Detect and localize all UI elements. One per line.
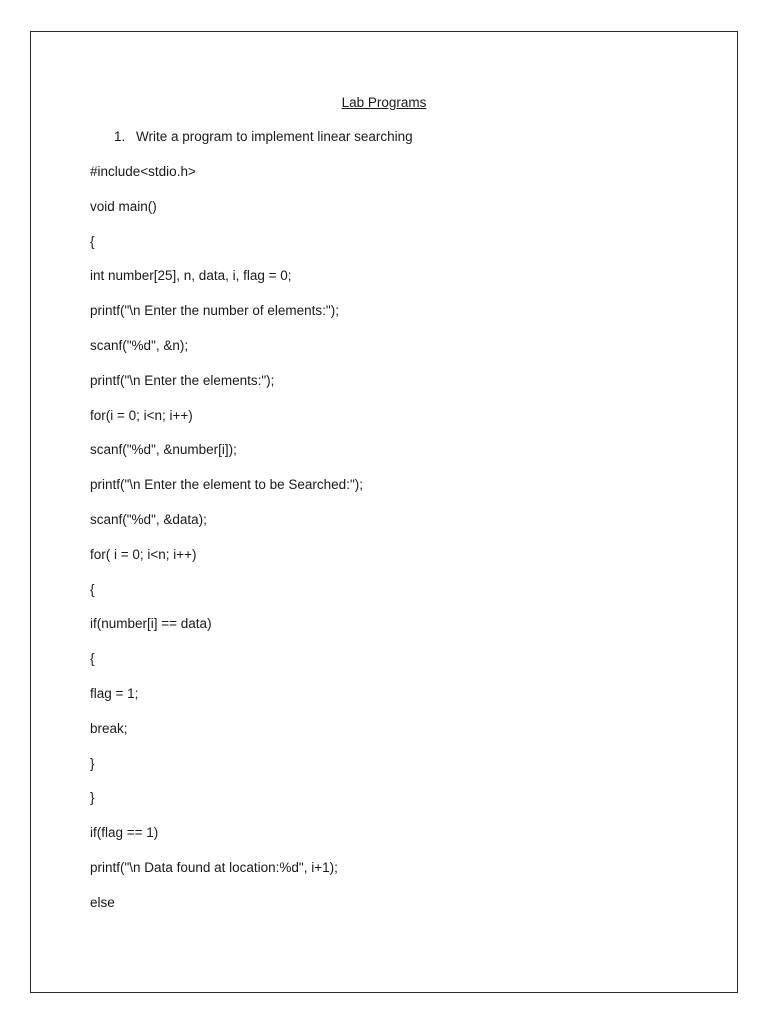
question-number: 1. (114, 129, 126, 144)
code-line: { (90, 581, 95, 597)
question-text: Write a program to implement linear searching (136, 129, 413, 144)
code-line: { (90, 651, 95, 667)
code-line: scanf("%d", &data); (90, 511, 207, 527)
question-item (114, 128, 413, 146)
code-line: #include<stdio.h> (90, 164, 196, 179)
code-line: void main() (90, 198, 157, 214)
code-line: int number[25], n, data, i, flag = 0; (90, 268, 292, 284)
document-page (30, 31, 738, 993)
code-line: } (90, 790, 95, 806)
code-line: printf("\n Enter the element to be Searched:"); (90, 477, 363, 493)
code-listing (90, 163, 363, 929)
code-line: break; (90, 720, 128, 736)
code-line: if(number[i] == data) (90, 616, 212, 632)
code-line: } (90, 755, 95, 771)
code-line: if(flag == 1) (90, 825, 159, 841)
code-line: scanf("%d", &n); (90, 337, 189, 353)
code-line: scanf("%d", &number[i]); (90, 442, 237, 458)
code-line: for(i = 0; i<n; i++) (90, 407, 193, 423)
code-line: for( i = 0; i<n; i++) (90, 546, 197, 562)
code-line: printf("\n Enter the elements:"); (90, 372, 275, 388)
code-line: printf("\n Enter the number of elements:"); (90, 303, 339, 319)
code-line: printf("\n Data found at location:%d", i+1); (90, 859, 338, 875)
code-line: { (90, 233, 95, 249)
code-line: else (90, 894, 115, 910)
code-line: flag = 1; (90, 685, 139, 701)
page-title: Lab Programs (341, 95, 427, 110)
